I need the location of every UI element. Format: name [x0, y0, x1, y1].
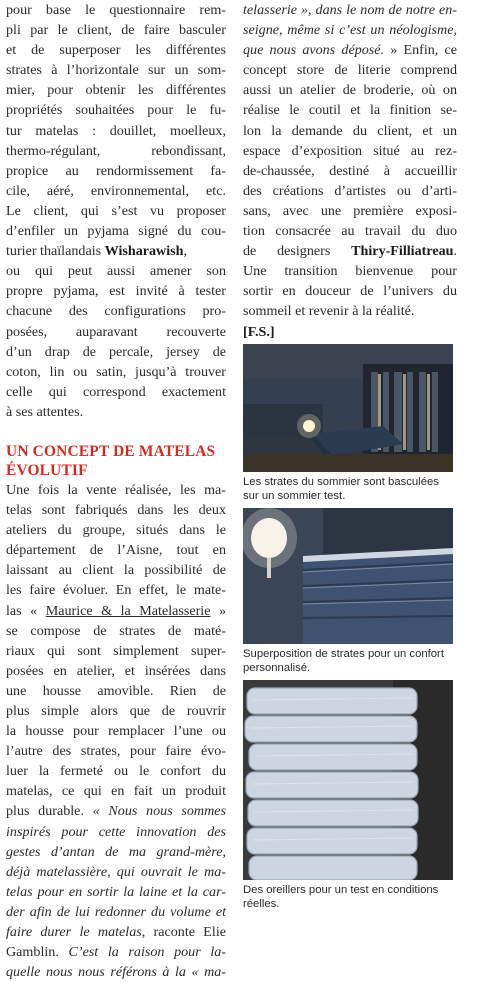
text-line: aussi un atelier de broderie, où on [243, 82, 457, 99]
caption-1: Les strates du sommier sont basculées sur un sommier test. [243, 476, 439, 502]
text-line: der afin de lui redonner du volume et [6, 903, 226, 920]
text-line: telasserie », dans le nom de notre en- [243, 2, 457, 18]
text-line: quelle nous nous référons à la « ma- [6, 964, 226, 981]
text-line: d’un drap de percale, jersey de [6, 343, 226, 360]
text-line: turier thaïlandais Wisharawish, [6, 243, 187, 260]
text-line: posées en atelier, et insérées dans [6, 662, 226, 679]
photo-showroom [243, 344, 453, 472]
right-column [243, 0, 457, 342]
text-line: réalise le coutil et la finition se- [243, 102, 457, 119]
text-line: Le client, qui s’est vu proposer [6, 202, 226, 219]
pillows-illustration [243, 680, 453, 880]
text-line: laissant au client la possibilité de [6, 562, 226, 579]
text-line: strates à l’horizontale sur un som- [6, 62, 226, 79]
brand-name: Wisharawish [104, 243, 184, 260]
text-line: gestes d’antan de ma grand-mère, [6, 843, 226, 860]
paragraph-intro [6, 0, 226, 422]
text-line: propice au rendormissement fa- [6, 162, 226, 179]
text-line: pli par le client, de faire basculer [6, 22, 226, 39]
text-line: tion consacrée au travail du duo [243, 223, 457, 240]
text-line: coton, lin ou satin, jusqu’à trouver [6, 363, 226, 380]
text-line: tur matelas : douillet, moelleux, [6, 122, 226, 139]
text-line: sans, avec une première exposi- [243, 202, 457, 219]
text-line: la housse pour remplacer l’une ou [6, 723, 226, 740]
text-line: ateliers du groupe, situés dans le [6, 522, 226, 539]
text-line: las « Maurice & la Matelasserie » [6, 602, 227, 619]
text-line: chacune des configurations pro- [6, 303, 226, 320]
text-line: déjà matelassière, qui ouvrait le ma- [6, 863, 226, 880]
mattress-illustration [243, 508, 453, 644]
text-line: plus durable. « Nous nous sommes [6, 803, 226, 820]
designers-name: Thiry-Filliatreau [351, 243, 454, 260]
text-line: et de superposer les différentes [6, 42, 226, 59]
text-line: sortir en douceur de l’univers du [243, 283, 457, 300]
text-line: Gamblin. C’est la raison pour la- [6, 944, 226, 961]
text-line: d’enfiler un pyjama signé du cou- [6, 223, 226, 240]
text-line: que nous avons déposé. » Enfin, ce [243, 42, 457, 59]
text-line: Une transition bienvenue pour [243, 263, 457, 280]
text-line: des créations d’artistes ou d’arti- [243, 182, 457, 199]
text-line: de designers Thiry-Filliatreau. [243, 243, 457, 260]
text-line: Une fois la vente réalisée, les ma- [6, 481, 226, 498]
left-column [6, 0, 226, 982]
text-line: concept store de literie comprend [243, 62, 457, 79]
caption-2: Superposition de strates pour un confort personnalisé. [243, 648, 444, 674]
text-line: telas pour en sortir la laine et la car- [6, 883, 226, 900]
text-line: les faire évoluer. En effet, le mate- [6, 582, 226, 599]
text-line: propriétés souhaitées pour le fu- [6, 102, 226, 119]
text-line: ou qui peut aussi amener son [6, 263, 226, 280]
text-line: de-chaussée, destiné à accueillir [243, 162, 457, 179]
text-line: se compose de strates de maté- [6, 622, 226, 639]
text-line: une housse amovible. Rien de [6, 682, 226, 699]
paragraph-concept [6, 480, 226, 982]
text-line: à ses attentes. [6, 403, 84, 420]
photo-mattress-layers [243, 508, 453, 644]
signature: [F.S.] [243, 323, 275, 340]
text-line: seigne, même si c’est un néologisme, [243, 22, 457, 39]
text-line: telas sont fabriqués dans les deux [6, 502, 226, 519]
text-line: celle qui correspond exactement [6, 383, 226, 400]
text-line: thermo-régulant, rebondissant, [6, 142, 226, 159]
text-line: riaux qui sont simplement super- [6, 642, 226, 659]
text-line: pour base le questionnaire rem- [6, 2, 226, 18]
quote-text: « Nous nous sommes [92, 803, 226, 820]
text-line: posées, auparavant recouverte [6, 323, 226, 340]
text-line: mier, pour obtenir les différentes [6, 82, 226, 99]
section-heading: UN CONCEPT DE MATELAS ÉVOLUTIF [6, 442, 216, 479]
brand-link[interactable]: Maurice & la Matelasserie [45, 602, 211, 619]
caption-3: Des oreillers pour un test en conditions réelles. [243, 884, 439, 910]
text-line: plus simple alors que de rouvrir [6, 703, 226, 719]
text-line: l’autre des strates, pour faire évo- [6, 743, 226, 760]
text-line: luer la fermeté ou le confort du [6, 763, 226, 780]
text-line: espace d’exposition situé au rez- [243, 142, 457, 159]
text-line: faire durer le matelas, raconte Elie [6, 924, 227, 941]
text-line: propre pyjama, est invité à tester [6, 283, 226, 300]
text-line: cile, aéré, environnemental, etc. [6, 182, 226, 199]
photo-pillows [243, 680, 453, 880]
text-line: lon la demande du client, et un [243, 122, 457, 139]
text-line: département de l’Aisne, tout en [6, 542, 226, 559]
text-line: inspirés pour cette innovation des [6, 823, 226, 840]
text-line: matelas, ce qui en fait un produit [6, 783, 226, 800]
text-line: sommeil et revenir à la réalité. [243, 303, 415, 320]
showroom-illustration [243, 344, 453, 472]
